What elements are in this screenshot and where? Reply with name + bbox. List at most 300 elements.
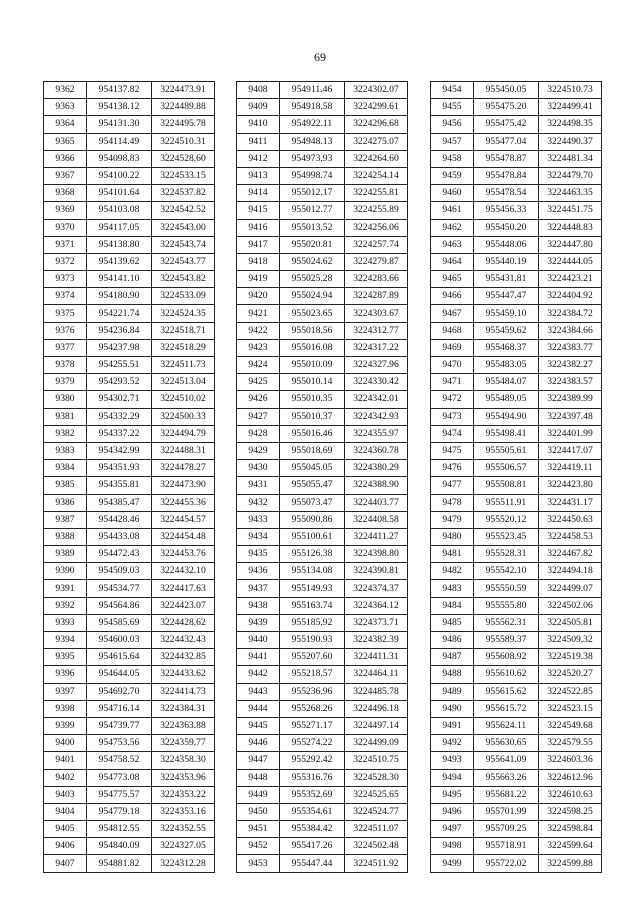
point-number-cell: 9457 [431, 133, 474, 150]
point-number-cell: 9417 [237, 236, 280, 253]
coordinate-table-2 [236, 81, 408, 873]
table-row [44, 271, 215, 288]
table-row [431, 288, 602, 305]
x-coordinate-cell: 954114.49 [87, 133, 152, 150]
point-number-cell: 9390 [44, 563, 87, 580]
point-number-cell: 9388 [44, 528, 87, 545]
y-coordinate-cell: 3224397.48 [539, 408, 602, 425]
point-number-cell: 9411 [237, 133, 280, 150]
y-coordinate-cell: 3224382.27 [539, 357, 602, 374]
x-coordinate-cell: 954534.77 [87, 580, 152, 597]
y-coordinate-cell: 3224373.71 [345, 614, 408, 631]
y-coordinate-cell: 3224423.07 [152, 597, 215, 614]
x-coordinate-cell: 955024.94 [280, 288, 345, 305]
x-coordinate-cell: 955624.11 [474, 717, 539, 734]
table-row [44, 632, 215, 649]
point-number-cell: 9482 [431, 563, 474, 580]
table-row [237, 580, 408, 597]
y-coordinate-cell: 3224463.35 [539, 185, 602, 202]
table-row [237, 752, 408, 769]
table-row [431, 511, 602, 528]
x-coordinate-cell: 955384.42 [280, 821, 345, 838]
y-coordinate-cell: 3224257.74 [345, 236, 408, 253]
x-coordinate-cell: 954918.58 [280, 99, 345, 116]
point-number-cell: 9402 [44, 769, 87, 786]
y-coordinate-cell: 3224432.10 [152, 563, 215, 580]
point-number-cell: 9384 [44, 460, 87, 477]
x-coordinate-cell: 955722.02 [474, 855, 539, 872]
point-number-cell: 9395 [44, 649, 87, 666]
x-coordinate-cell: 955718.91 [474, 838, 539, 855]
y-coordinate-cell: 3224542.52 [152, 202, 215, 219]
point-number-cell: 9448 [237, 769, 280, 786]
table-row [237, 821, 408, 838]
y-coordinate-cell: 3224537.82 [152, 185, 215, 202]
x-coordinate-cell: 955506.57 [474, 460, 539, 477]
point-number-cell: 9412 [237, 150, 280, 167]
x-coordinate-cell: 955073.47 [280, 494, 345, 511]
table-row [44, 666, 215, 683]
x-coordinate-cell: 954585.69 [87, 614, 152, 631]
table-row [44, 442, 215, 459]
x-coordinate-cell: 954509.03 [87, 563, 152, 580]
table-row [237, 632, 408, 649]
y-coordinate-cell: 3224485.78 [345, 683, 408, 700]
point-number-cell: 9458 [431, 150, 474, 167]
x-coordinate-cell: 955018.69 [280, 442, 345, 459]
y-coordinate-cell: 3224317.22 [345, 339, 408, 356]
point-number-cell: 9416 [237, 219, 280, 236]
y-coordinate-cell: 3224513.04 [152, 374, 215, 391]
y-coordinate-cell: 3224384.66 [539, 322, 602, 339]
point-number-cell: 9393 [44, 614, 87, 631]
point-number-cell: 9465 [431, 271, 474, 288]
point-number-cell: 9489 [431, 683, 474, 700]
x-coordinate-cell: 954180.90 [87, 288, 152, 305]
table-row [44, 339, 215, 356]
table-row [44, 752, 215, 769]
point-number-cell: 9392 [44, 597, 87, 614]
table-row [237, 528, 408, 545]
point-number-cell: 9452 [237, 838, 280, 855]
y-coordinate-cell: 3224283.66 [345, 271, 408, 288]
x-coordinate-cell: 955505.61 [474, 442, 539, 459]
y-coordinate-cell: 3224417.07 [539, 442, 602, 459]
table-row [44, 803, 215, 820]
point-number-cell: 9488 [431, 666, 474, 683]
table-row [44, 99, 215, 116]
point-number-cell: 9477 [431, 477, 474, 494]
y-coordinate-cell: 3224302.07 [345, 82, 408, 99]
table-row [237, 786, 408, 803]
point-number-cell: 9405 [44, 821, 87, 838]
y-coordinate-cell: 3224481.34 [539, 150, 602, 167]
point-number-cell: 9383 [44, 442, 87, 459]
table-row [44, 150, 215, 167]
point-number-cell: 9401 [44, 752, 87, 769]
y-coordinate-cell: 3224523.15 [539, 700, 602, 717]
y-coordinate-cell: 3224453.76 [152, 546, 215, 563]
table-row [44, 425, 215, 442]
table-row [237, 202, 408, 219]
point-number-cell: 9447 [237, 752, 280, 769]
y-coordinate-cell: 3224549.68 [539, 717, 602, 734]
table-row [431, 133, 602, 150]
x-coordinate-cell: 954973.93 [280, 150, 345, 167]
y-coordinate-cell: 3224447.80 [539, 236, 602, 253]
table-row [431, 580, 602, 597]
y-coordinate-cell: 3224528.30 [345, 769, 408, 786]
point-number-cell: 9400 [44, 735, 87, 752]
point-number-cell: 9445 [237, 717, 280, 734]
y-coordinate-cell: 3224355.97 [345, 425, 408, 442]
y-coordinate-cell: 3224327.96 [345, 357, 408, 374]
point-number-cell: 9403 [44, 786, 87, 803]
table-row [237, 460, 408, 477]
x-coordinate-cell: 955023.65 [280, 305, 345, 322]
table-row [44, 614, 215, 631]
y-coordinate-cell: 3224448.83 [539, 219, 602, 236]
y-coordinate-cell: 3224433.62 [152, 666, 215, 683]
x-coordinate-cell: 954998.74 [280, 167, 345, 184]
y-coordinate-cell: 3224384.31 [152, 700, 215, 717]
point-number-cell: 9438 [237, 597, 280, 614]
table-row [431, 717, 602, 734]
x-coordinate-cell: 955459.62 [474, 322, 539, 339]
x-coordinate-cell: 954716.14 [87, 700, 152, 717]
point-number-cell: 9469 [431, 339, 474, 356]
table-row [44, 82, 215, 99]
x-coordinate-cell: 955013.52 [280, 219, 345, 236]
y-coordinate-cell: 3224389.99 [539, 391, 602, 408]
x-coordinate-cell: 955701.99 [474, 803, 539, 820]
point-number-cell: 9440 [237, 632, 280, 649]
x-coordinate-cell: 954141.10 [87, 271, 152, 288]
y-coordinate-cell: 3224524.77 [345, 803, 408, 820]
y-coordinate-cell: 3224478.27 [152, 460, 215, 477]
point-number-cell: 9418 [237, 253, 280, 270]
point-number-cell: 9419 [237, 271, 280, 288]
y-coordinate-cell: 3224390.81 [345, 563, 408, 580]
point-number-cell: 9449 [237, 786, 280, 803]
table-row [431, 185, 602, 202]
y-coordinate-cell: 3224510.75 [345, 752, 408, 769]
point-number-cell: 9364 [44, 116, 87, 133]
point-number-cell: 9365 [44, 133, 87, 150]
x-coordinate-cell: 955511.91 [474, 494, 539, 511]
y-coordinate-cell: 3224279.87 [345, 253, 408, 270]
point-number-cell: 9486 [431, 632, 474, 649]
y-coordinate-cell: 3224499.41 [539, 99, 602, 116]
point-number-cell: 9386 [44, 494, 87, 511]
x-coordinate-cell: 954117.05 [87, 219, 152, 236]
y-coordinate-cell: 3224598.25 [539, 803, 602, 820]
y-coordinate-cell: 3224473.91 [152, 82, 215, 99]
point-number-cell: 9394 [44, 632, 87, 649]
table-row [431, 150, 602, 167]
y-coordinate-cell: 3224432.85 [152, 649, 215, 666]
x-coordinate-cell: 954775.57 [87, 786, 152, 803]
x-coordinate-cell: 955012.77 [280, 202, 345, 219]
y-coordinate-cell: 3224543.74 [152, 236, 215, 253]
point-number-cell: 9406 [44, 838, 87, 855]
point-number-cell: 9381 [44, 408, 87, 425]
y-coordinate-cell: 3224479.70 [539, 167, 602, 184]
x-coordinate-cell: 955450.20 [474, 219, 539, 236]
x-coordinate-cell: 954472.43 [87, 546, 152, 563]
point-number-cell: 9495 [431, 786, 474, 803]
y-coordinate-cell: 3224510.31 [152, 133, 215, 150]
point-number-cell: 9371 [44, 236, 87, 253]
x-coordinate-cell: 955589.37 [474, 632, 539, 649]
y-coordinate-cell: 3224525.65 [345, 786, 408, 803]
table-row [44, 477, 215, 494]
point-number-cell: 9480 [431, 528, 474, 545]
y-coordinate-cell: 3224610.63 [539, 786, 602, 803]
x-coordinate-cell: 954236.84 [87, 322, 152, 339]
x-coordinate-cell: 954911.46 [280, 82, 345, 99]
point-number-cell: 9484 [431, 597, 474, 614]
y-coordinate-cell: 3224444.05 [539, 253, 602, 270]
x-coordinate-cell: 955354.61 [280, 803, 345, 820]
table-row [237, 374, 408, 391]
point-number-cell: 9472 [431, 391, 474, 408]
x-coordinate-cell: 954812.55 [87, 821, 152, 838]
table-row [44, 546, 215, 563]
y-coordinate-cell: 3224543.00 [152, 219, 215, 236]
table-row [431, 786, 602, 803]
x-coordinate-cell: 955149.93 [280, 580, 345, 597]
point-number-cell: 9387 [44, 511, 87, 528]
y-coordinate-cell: 3224380.29 [345, 460, 408, 477]
table-row [237, 167, 408, 184]
point-number-cell: 9451 [237, 821, 280, 838]
y-coordinate-cell: 3224287.89 [345, 288, 408, 305]
x-coordinate-cell: 955663.26 [474, 769, 539, 786]
table-row [44, 391, 215, 408]
table-row [44, 580, 215, 597]
point-number-cell: 9396 [44, 666, 87, 683]
table-row [44, 253, 215, 270]
table-row [431, 700, 602, 717]
y-coordinate-cell: 3224359.77 [152, 735, 215, 752]
x-coordinate-cell: 955489.05 [474, 391, 539, 408]
table-row [237, 855, 408, 872]
y-coordinate-cell: 3224432.43 [152, 632, 215, 649]
y-coordinate-cell: 3224518.29 [152, 339, 215, 356]
table-row [431, 339, 602, 356]
table-row [431, 752, 602, 769]
point-number-cell: 9494 [431, 769, 474, 786]
y-coordinate-cell: 3224264.60 [345, 150, 408, 167]
table-row [44, 821, 215, 838]
table-row [431, 99, 602, 116]
point-number-cell: 9474 [431, 425, 474, 442]
y-coordinate-cell: 3224520.27 [539, 666, 602, 683]
y-coordinate-cell: 3224528.60 [152, 150, 215, 167]
x-coordinate-cell: 954840.09 [87, 838, 152, 855]
point-number-cell: 9463 [431, 236, 474, 253]
x-coordinate-cell: 955447.47 [474, 288, 539, 305]
point-number-cell: 9397 [44, 683, 87, 700]
table-row [44, 511, 215, 528]
x-coordinate-cell: 954138.80 [87, 236, 152, 253]
table-row [237, 288, 408, 305]
x-coordinate-cell: 954948.13 [280, 133, 345, 150]
point-number-cell: 9454 [431, 82, 474, 99]
x-coordinate-cell: 954428.46 [87, 511, 152, 528]
table-row [431, 614, 602, 631]
table-row [44, 855, 215, 872]
point-number-cell: 9434 [237, 528, 280, 545]
table-row [431, 683, 602, 700]
y-coordinate-cell: 3224599.88 [539, 855, 602, 872]
x-coordinate-cell: 955450.05 [474, 82, 539, 99]
x-coordinate-cell: 954332.29 [87, 408, 152, 425]
y-coordinate-cell: 3224598.84 [539, 821, 602, 838]
table-row [44, 683, 215, 700]
x-coordinate-cell: 955494.90 [474, 408, 539, 425]
x-coordinate-cell: 954221.74 [87, 305, 152, 322]
table-row [44, 116, 215, 133]
y-coordinate-cell: 3224404.92 [539, 288, 602, 305]
x-coordinate-cell: 954098.83 [87, 150, 152, 167]
y-coordinate-cell: 3224330.42 [345, 374, 408, 391]
table-row [431, 271, 602, 288]
x-coordinate-cell: 954255.51 [87, 357, 152, 374]
table-row [44, 838, 215, 855]
y-coordinate-cell: 3224256.06 [345, 219, 408, 236]
table-row [237, 838, 408, 855]
point-number-cell: 9430 [237, 460, 280, 477]
y-coordinate-cell: 3224519.38 [539, 649, 602, 666]
point-number-cell: 9464 [431, 253, 474, 270]
x-coordinate-cell: 955456.33 [474, 202, 539, 219]
y-coordinate-cell: 3224511.92 [345, 855, 408, 872]
y-coordinate-cell: 3224353.96 [152, 769, 215, 786]
y-coordinate-cell: 3224498.35 [539, 116, 602, 133]
table-row [44, 494, 215, 511]
table-row [237, 133, 408, 150]
point-number-cell: 9432 [237, 494, 280, 511]
point-number-cell: 9408 [237, 82, 280, 99]
x-coordinate-cell: 954237.98 [87, 339, 152, 356]
y-coordinate-cell: 3224522.85 [539, 683, 602, 700]
point-number-cell: 9407 [44, 855, 87, 872]
y-coordinate-cell: 3224342.01 [345, 391, 408, 408]
x-coordinate-cell: 955016.08 [280, 339, 345, 356]
y-coordinate-cell: 3224473.90 [152, 477, 215, 494]
point-number-cell: 9427 [237, 408, 280, 425]
y-coordinate-cell: 3224408.58 [345, 511, 408, 528]
table-row [237, 305, 408, 322]
point-number-cell: 9487 [431, 649, 474, 666]
y-coordinate-cell: 3224505.81 [539, 614, 602, 631]
table-row [237, 236, 408, 253]
table-row [44, 305, 215, 322]
table-row [431, 425, 602, 442]
page-number: 69 [314, 50, 326, 64]
point-number-cell: 9460 [431, 185, 474, 202]
y-coordinate-cell: 3224603.36 [539, 752, 602, 769]
y-coordinate-cell: 3224352.55 [152, 821, 215, 838]
x-coordinate-cell: 955615.62 [474, 683, 539, 700]
x-coordinate-cell: 955024.62 [280, 253, 345, 270]
x-coordinate-cell: 955190.93 [280, 632, 345, 649]
table-row [237, 700, 408, 717]
y-coordinate-cell: 3224458.53 [539, 528, 602, 545]
x-coordinate-cell: 954600.03 [87, 632, 152, 649]
table-row [237, 271, 408, 288]
point-number-cell: 9443 [237, 683, 280, 700]
y-coordinate-cell: 3224296.68 [345, 116, 408, 133]
table-row [44, 185, 215, 202]
x-coordinate-cell: 955447.44 [280, 855, 345, 872]
coordinate-table-3 [430, 81, 602, 873]
table-row [44, 357, 215, 374]
y-coordinate-cell: 3224275.07 [345, 133, 408, 150]
table-row [237, 442, 408, 459]
y-coordinate-cell: 3224342.93 [345, 408, 408, 425]
x-coordinate-cell: 954758.52 [87, 752, 152, 769]
table-row [237, 116, 408, 133]
point-number-cell: 9420 [237, 288, 280, 305]
table-row [44, 769, 215, 786]
point-number-cell: 9444 [237, 700, 280, 717]
point-number-cell: 9415 [237, 202, 280, 219]
point-number-cell: 9467 [431, 305, 474, 322]
x-coordinate-cell: 955271.17 [280, 717, 345, 734]
table-row [237, 717, 408, 734]
x-coordinate-cell: 954739.77 [87, 717, 152, 734]
point-number-cell: 9425 [237, 374, 280, 391]
y-coordinate-cell: 3224499.09 [345, 735, 408, 752]
point-number-cell: 9499 [431, 855, 474, 872]
y-coordinate-cell: 3224511.73 [152, 357, 215, 374]
point-number-cell: 9379 [44, 374, 87, 391]
point-number-cell: 9409 [237, 99, 280, 116]
table-row [431, 821, 602, 838]
table-row [237, 339, 408, 356]
x-coordinate-cell: 955352.69 [280, 786, 345, 803]
x-coordinate-cell: 954337.22 [87, 425, 152, 442]
point-number-cell: 9375 [44, 305, 87, 322]
y-coordinate-cell: 3224388.90 [345, 477, 408, 494]
table-row [44, 528, 215, 545]
table-row [44, 167, 215, 184]
x-coordinate-cell: 955475.20 [474, 99, 539, 116]
y-coordinate-cell: 3224494.18 [539, 563, 602, 580]
table-row [431, 408, 602, 425]
table-row [431, 735, 602, 752]
table-row [431, 167, 602, 184]
x-coordinate-cell: 954137.82 [87, 82, 152, 99]
point-number-cell: 9479 [431, 511, 474, 528]
table-row [237, 219, 408, 236]
x-coordinate-cell: 955431.81 [474, 271, 539, 288]
point-number-cell: 9453 [237, 855, 280, 872]
y-coordinate-cell: 3224494.79 [152, 425, 215, 442]
point-number-cell: 9368 [44, 185, 87, 202]
point-number-cell: 9426 [237, 391, 280, 408]
y-coordinate-cell: 3224451.75 [539, 202, 602, 219]
point-number-cell: 9422 [237, 322, 280, 339]
x-coordinate-cell: 955417.26 [280, 838, 345, 855]
point-number-cell: 9473 [431, 408, 474, 425]
y-coordinate-cell: 3224353.22 [152, 786, 215, 803]
x-coordinate-cell: 954101.64 [87, 185, 152, 202]
point-number-cell: 9398 [44, 700, 87, 717]
